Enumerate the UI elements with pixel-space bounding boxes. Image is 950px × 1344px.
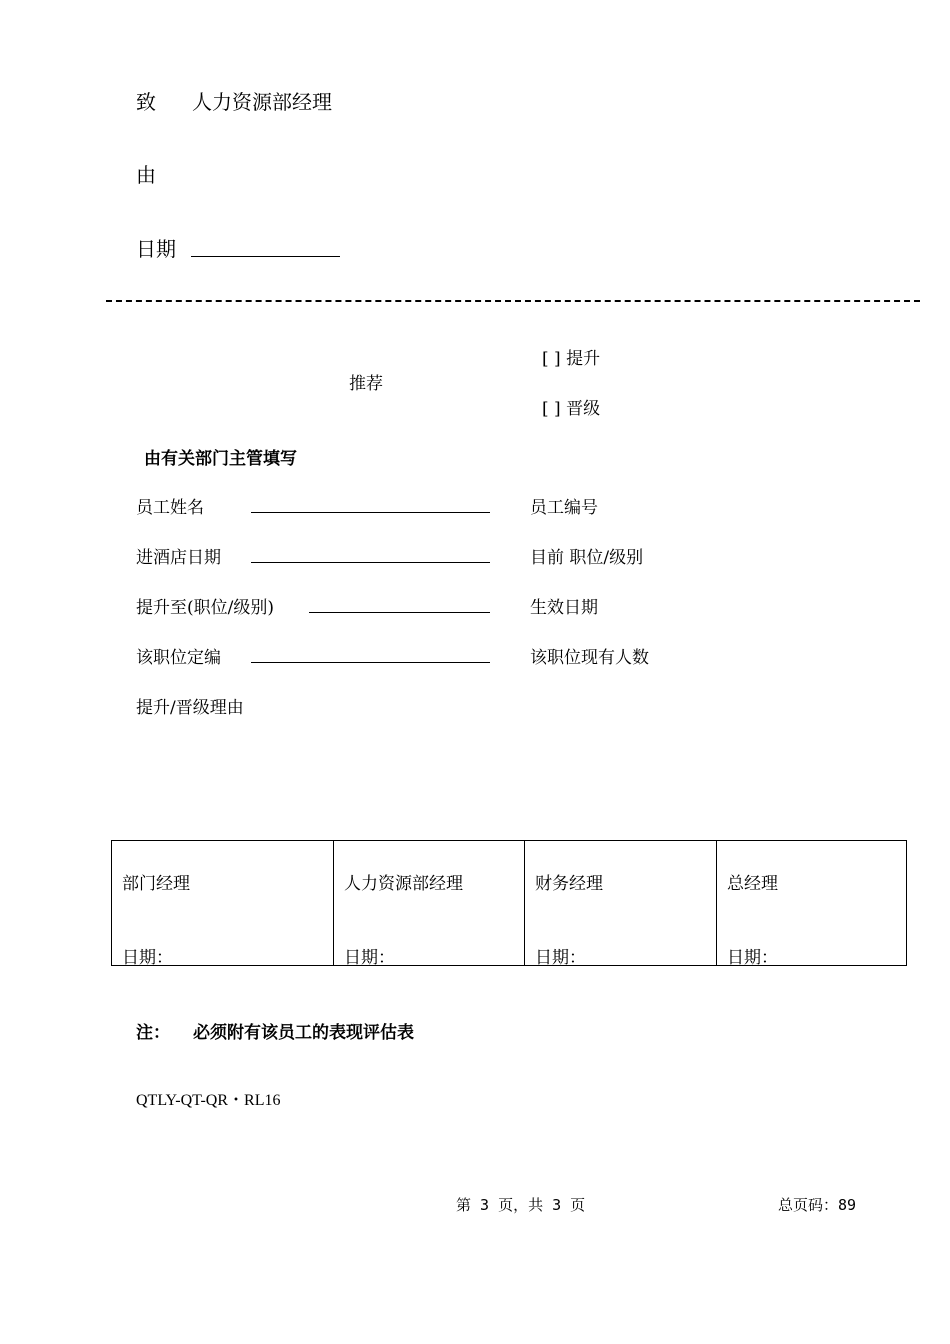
approver-role: 总经理	[727, 874, 778, 894]
note-text: 必须附有该员工的表现评估表	[193, 1023, 414, 1043]
hire-date-field[interactable]	[251, 562, 490, 563]
employee-no-label: 员工编号	[530, 498, 598, 518]
approval-date-label: 日期：	[727, 948, 778, 968]
checkbox-bracket[interactable]: [ ]	[542, 349, 561, 369]
checkbox-bracket[interactable]: [ ]	[542, 399, 561, 419]
from-label: 由	[136, 163, 156, 187]
date-label: 日期	[136, 237, 176, 261]
total-page-count: 总页码：89	[778, 1196, 857, 1214]
reason-label: 提升/晋级理由	[136, 698, 244, 718]
approval-cell[interactable]	[334, 841, 525, 966]
approval-cell[interactable]	[717, 841, 907, 966]
separator-line	[106, 300, 920, 302]
approval-cell[interactable]	[525, 841, 717, 966]
option-label: 提升	[566, 349, 601, 369]
approval-cell[interactable]	[112, 841, 334, 966]
approval-date-label: 日期：	[122, 948, 173, 968]
hire-date-label: 进酒店日期	[136, 548, 221, 568]
to-recipient: 人力资源部经理	[192, 90, 332, 114]
approver-role: 财务经理	[535, 874, 603, 894]
headcount-quota-field[interactable]	[251, 662, 490, 663]
section-title: 由有关部门主管填写	[144, 449, 297, 469]
employee-name-label: 员工姓名	[136, 498, 204, 518]
approver-role: 人力资源部经理	[344, 874, 463, 894]
to-label: 致	[136, 90, 156, 114]
date-field-line[interactable]	[191, 256, 340, 257]
approval-date-label: 日期：	[535, 948, 586, 968]
approver-role: 部门经理	[122, 874, 190, 894]
option-label: 晋级	[566, 399, 601, 419]
approval-table	[111, 840, 907, 966]
current-headcount-label: 该职位现有人数	[530, 648, 649, 668]
employee-name-field[interactable]	[251, 512, 490, 513]
note-label: 注：	[136, 1023, 170, 1043]
recommend-label: 推荐	[349, 374, 383, 394]
current-position-label: 目前 职位/级别	[530, 548, 644, 568]
promote-to-field[interactable]	[309, 612, 490, 613]
page-indicator: 第 3 页，共 3 页	[456, 1196, 586, 1214]
approval-date-label: 日期：	[344, 948, 395, 968]
option-grade-up[interactable]	[542, 394, 600, 419]
effective-date-label: 生效日期	[530, 598, 598, 618]
document-code: QTLY-QT-QR・RL16	[136, 1092, 281, 1109]
headcount-quota-label: 该职位定编	[136, 648, 221, 668]
promote-to-label: 提升至(职位/级别)	[136, 598, 274, 618]
option-promotion[interactable]	[542, 344, 600, 369]
